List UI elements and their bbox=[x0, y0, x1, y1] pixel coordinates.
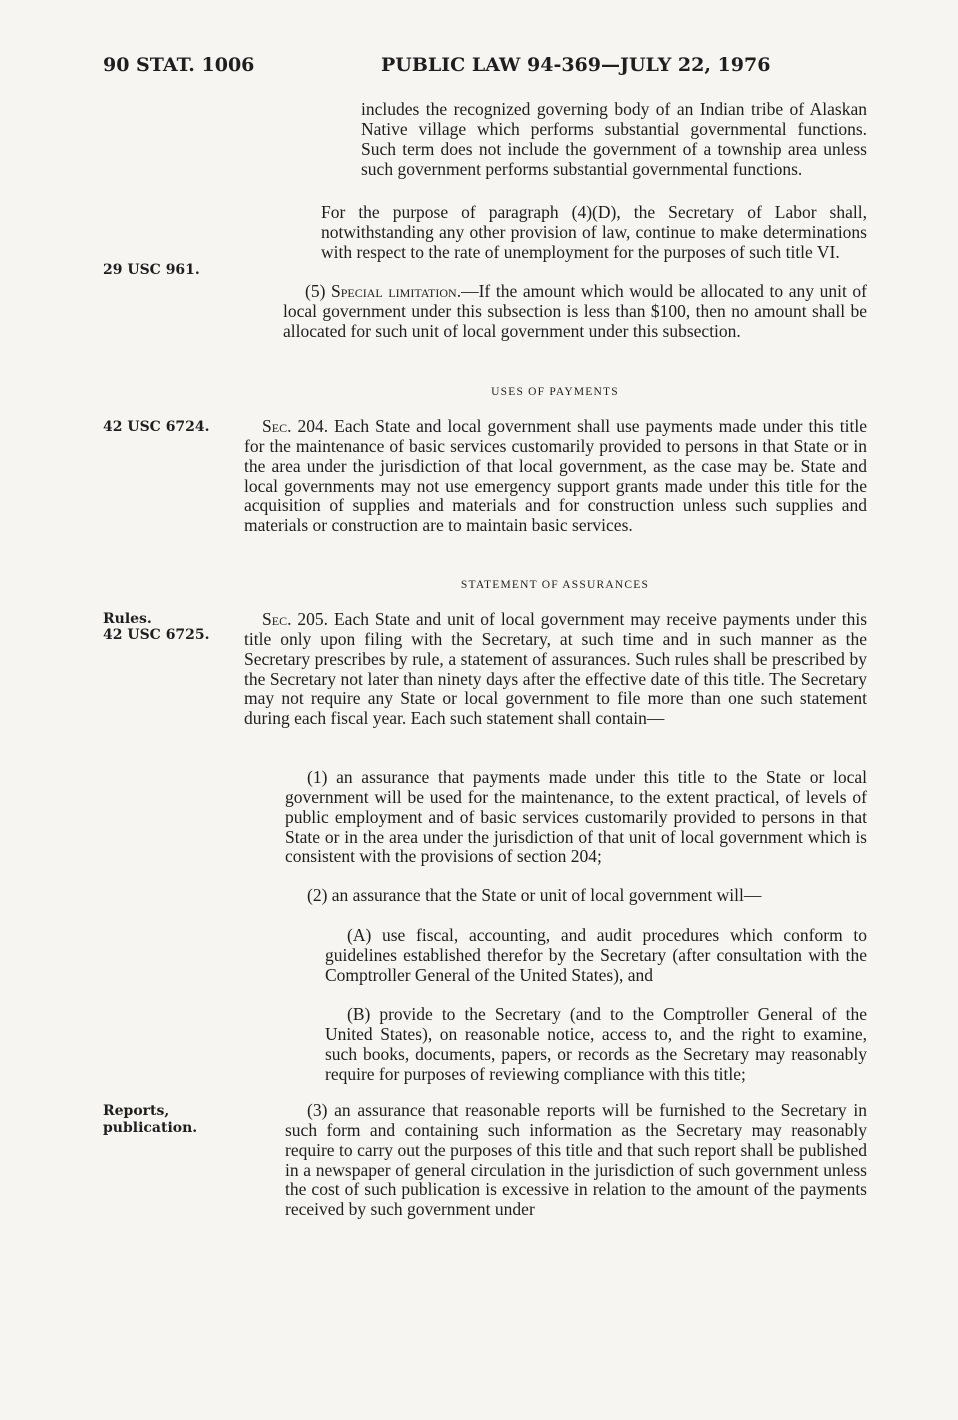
section-label: Sec. bbox=[262, 416, 292, 436]
assurance-item-2a: (A) use fiscal, accounting, and audit procedures which conform to guidelines established therefor by the Secretary (after consultation with the Comptroller General of the United States), and bbox=[325, 925, 867, 985]
margin-note-publication: publication. bbox=[103, 1120, 198, 1136]
assurance-item-2b: (B) provide to the Secretary (and to the Comptroller General of the United States), on reasonable notice, access to, and the right to examine, such books, documents, papers, or records as the Secretary may reasonably require for purposes of reviewing compliance with this title; bbox=[325, 1004, 867, 1084]
special-limitation-text: —If the amount which would be allocated to any unit of local government under this subsection is less than $100, then no amount shall be allocated for such unit of local government under this subsection. bbox=[283, 281, 868, 341]
assurance-item-1: (1) an assurance that payments made under this title to the State or local government will be used for the maintenance, to the extent practical, of levels of public employment and of basic services customarily provided to persons in that State or in the area under the jurisdiction of that unit of local government which is consistent with the provisions of section 204; bbox=[285, 767, 867, 867]
margin-note-42usc6725: 42 USC 6725. bbox=[103, 627, 210, 643]
section-204-text: 204. Each State and local government shall use payments made under this title for the maintenance of basic services customarily provided to persons in that State or in the area under the jurisdiction of that local government, as the case may be. State and local governments may not use emergency support grants made under this title for the acquisition of supplies and materials and for construction unless such supplies and materials or construction are to maintain basic services. bbox=[244, 416, 867, 536]
page-running-title: PUBLIC LAW 94-369—JULY 22, 1976 bbox=[381, 54, 771, 76]
paragraph-secretary-text: For the purpose of paragraph (4)(D), the Secretary of Labor shall, notwithstanding any other provision of law, continue to make determinations with respect to the rate of unemployment for the purposes of such title VI. bbox=[321, 202, 867, 262]
continuation-paragraph: includes the recognized governing body of an Indian tribe of Alaskan Native village which performs substantial governmental functions. Such term does not include the government of a township area unless such government performs substantial governmental functions. bbox=[361, 99, 867, 179]
margin-note-reports: Reports, bbox=[103, 1103, 170, 1119]
section-label: Sec. bbox=[262, 609, 292, 629]
assurance-item-2: (2) an assurance that the State or unit of local government will— bbox=[307, 885, 762, 905]
heading-statement-of-assurances: STATEMENT OF ASSURANCES bbox=[460, 579, 650, 591]
special-limitation-caption: Special limitation. bbox=[331, 281, 462, 301]
heading-uses-of-payments: USES OF PAYMENTS bbox=[491, 386, 619, 398]
margin-note-rules: Rules. bbox=[103, 611, 152, 627]
paragraph-special-limitation bbox=[283, 282, 867, 342]
page-stat-number: 90 STAT. 1006 bbox=[103, 54, 255, 76]
section-205-text: 205. Each State and unit of local government may receive payments under this title only upon filing with the Secretary, at such time and in such manner as the Secretary prescribes by rule, a statement of assurances. Such rules shall be prescribed by the Secretary not later than ninety days after the effective date of this title. The Secretary may not require any State or local government to file more than one such statement during each fiscal year. Each such statement shall contain— bbox=[244, 609, 867, 729]
margin-note-29usc961: 29 USC 961. bbox=[103, 262, 200, 278]
paragraph-number-5: (5) bbox=[305, 281, 326, 301]
assurance-item-3: (3) an assurance that reasonable reports will be furnished to the Secretary in such form and containing such information as the Secretary may reasonably require to carry out the purposes of this title and that such report shall be published in a newspaper of general circulation in the jurisdiction of such government unless the cost of such publication is excessive in relation to the amount of the payments received by such government under bbox=[285, 1100, 867, 1220]
margin-note-42usc6724: 42 USC 6724. bbox=[103, 419, 210, 435]
section-204 bbox=[244, 417, 867, 536]
paragraph-secretary-of-labor bbox=[321, 203, 867, 263]
section-205 bbox=[244, 610, 867, 729]
